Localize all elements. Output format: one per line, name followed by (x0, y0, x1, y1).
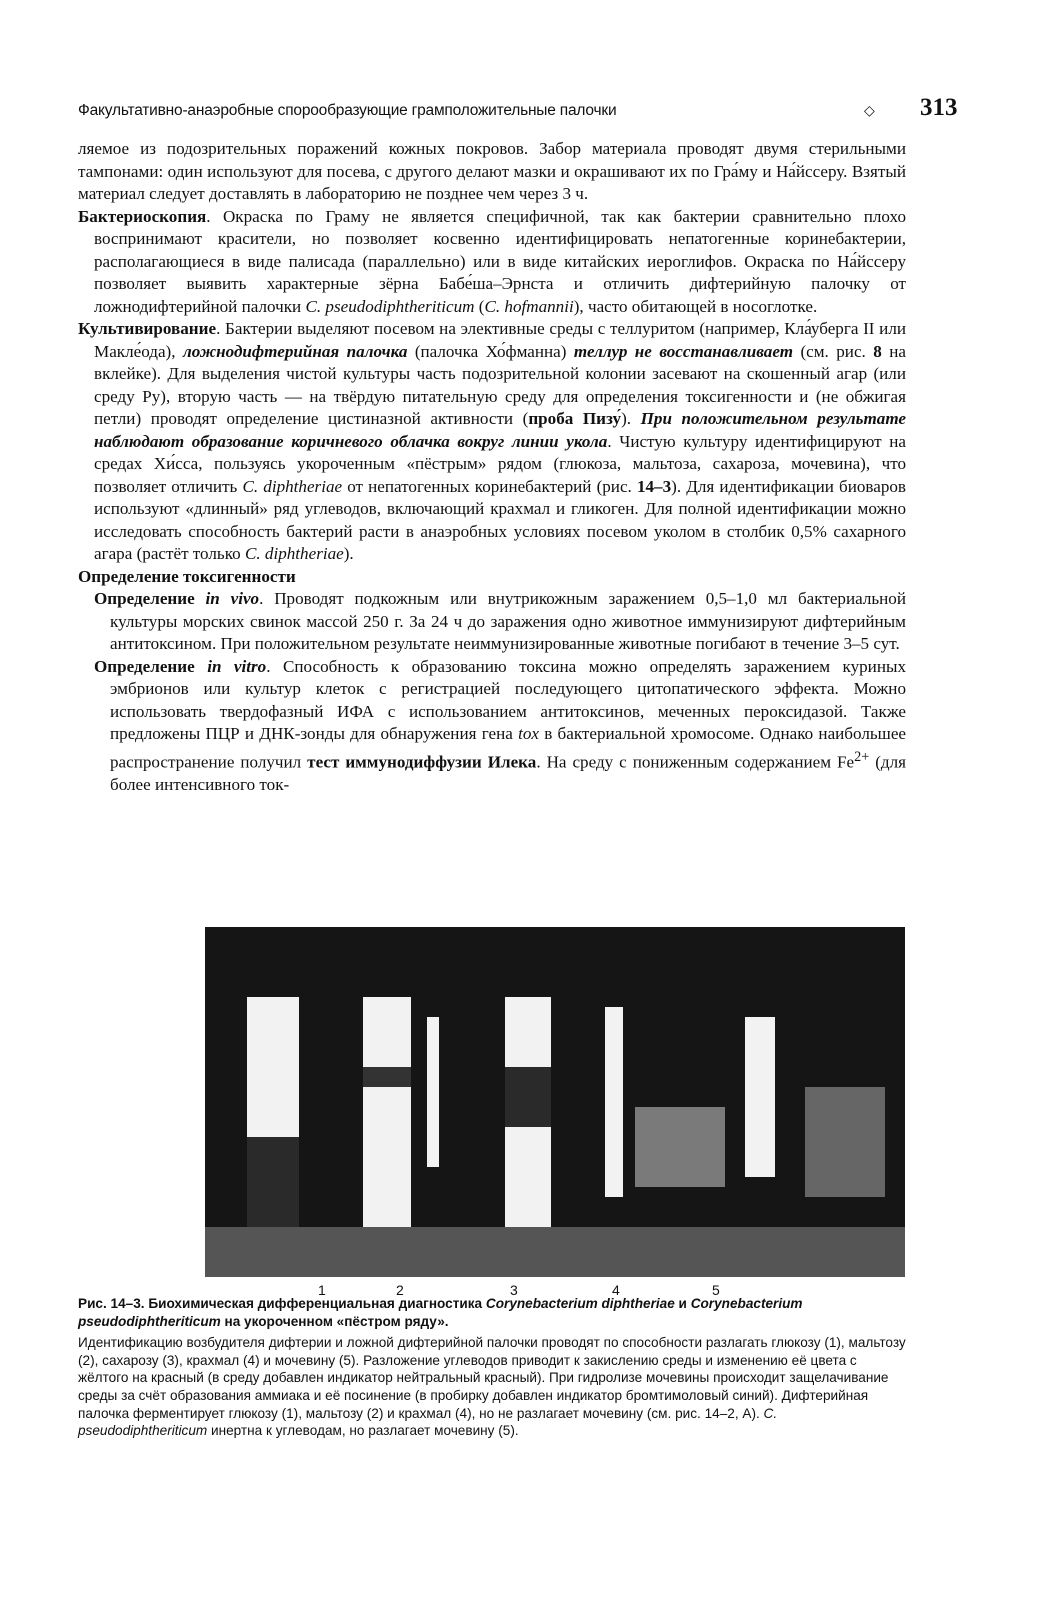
species-name: C. hofmannii (484, 296, 574, 316)
bacterioscopy-paragraph (78, 206, 906, 319)
tube-label: 1 (318, 1282, 326, 1298)
species-name: C. pseudodiphtheriticum (305, 296, 475, 316)
intro-paragraph (78, 138, 906, 206)
tube-3-medium (505, 1067, 551, 1127)
caption-body (78, 1334, 906, 1440)
bacterioscopy-text-1: . Окраска по Граму не является специфичной, так как бактерии сравнительно плохо воспринимают красители, но позволяет косвенно идентифицировать непатогенные коринебактерии, располагающиеся в виде палисада (параллельно) или в виде китайских иероглифов. Окраска по На́йссеру позволяет выявить характерные зёрна Бабе́ша–Эрнста и отличить дифтерийную палочку от ложнодифтерийной палочки (94, 206, 906, 316)
cultivation-text-9: ). (343, 544, 354, 563)
caption-title-prefix: Рис. 14–3. Биохимическая дифференциальная диагностика (78, 1296, 486, 1311)
figure-caption (78, 1295, 906, 1440)
caption-title (78, 1295, 906, 1330)
test-tubes-photo (205, 927, 905, 1277)
species-name: C. diphtheriae (242, 476, 343, 496)
cultivation-text-4: на вклейке). Для выделения чистой культуры часть подозрительной колонии засевают на скошенный агар (или среду Ру), вторую часть — на твёрдую питательную среду для определения токсигенности и (не обжигая петли) проводят определение цистиназной активности ( (94, 341, 906, 428)
figure-reference: 14–3 (636, 476, 672, 496)
cultivation-text-7: от непатогенных коринебактерий (рис. (342, 476, 637, 496)
caption-body-1: Идентификацию возбудителя дифтерии и ложной дифтерийной палочки проводят по способности разлагать глюкозу (1), мальтозу (2), сахарозу (3), крахмал (4) и мочевину (5). Разложение углеводов приводит к закислению среды и изменению её цвета с жёлтого на красный (в среду добавлен индикатор нейтральный красный). При гидролизе мочевины происходит защелачивание среды за счёт образования аммиака и её посинение (в пробирку добавлен индикатор бромтимоловый синий). Дифтерийная палочка ферментирует глюкозу (1), мальтозу (2) и крахмал (4), но не разлагает мочевину (см. рис. 14–2, А). (78, 1335, 906, 1421)
in-vitro-text-3: . На среду с пониженным содержанием Fe (536, 752, 855, 772)
cultivation-paragraph (78, 318, 906, 566)
emphasis-text: При положительном результате наблюдают образование коричневого облачка вокруг линии укола (94, 409, 906, 451)
cultivation-heading: Культивирование (78, 319, 217, 338)
cultivation-text-3: (см. рис. (793, 341, 874, 361)
bacterioscopy-text-3: ), часто обитающей в носоглотке. (573, 296, 818, 316)
tube-5 (745, 1017, 775, 1177)
emphasis-text: ложнодифтерийная палочка (182, 341, 408, 361)
in-vivo-label-italic: in vivo (205, 589, 260, 608)
caption-body-2: инертна к углеводам, но разлагает мочевину (5). (207, 1423, 519, 1439)
tube-1 (247, 997, 299, 1137)
figure-reference: 8 (873, 341, 882, 361)
tube-4-shadow (635, 1107, 725, 1187)
in-vitro-paragraph (78, 656, 906, 797)
tube-2 (363, 997, 411, 1247)
intro-text: ляемое из подозрительных поражений кожных покровов. Забор материала проводят двумя стерильными тампонами: один используют для посева, с другого делают мазки и окрашивают их по Гра́му и На́йссеру. Взятый материал следует доставлять в лабораторию не позднее чем через 3 ч. (78, 139, 906, 203)
emphasis-text: теллур не восстанавливает (573, 341, 793, 361)
test-name: проба Пизу́ (528, 409, 622, 428)
running-head-title: Факультативно-анаэробные спорообразующие грамположительные палочки (78, 102, 617, 119)
cultivation-text-2: (палочка Хо́фманна) (407, 341, 574, 361)
tube-label: 2 (396, 1282, 404, 1298)
in-vivo-paragraph (78, 588, 906, 656)
tube-2-band (363, 1067, 411, 1087)
species-name: C. diphtheriae (244, 544, 344, 563)
tube-1-medium (247, 1137, 299, 1232)
tube-label: 5 (712, 1282, 720, 1298)
gene-name: tox (518, 724, 539, 743)
tube-label: 4 (612, 1282, 620, 1298)
cultivation-text-8: ). Для идентификации биоваров используют «длинный» ряд углеводов, включающий крахмал и гликоген. Для полной идентификации можно исследовать способность бактерий расти в анаэробных условиях посевом уколом в столбик 0,5% сахарного агара (растёт только (94, 476, 906, 563)
species-name: Corynebacterium diphtheriae (485, 1296, 675, 1311)
photo-bottom-shade (205, 1227, 905, 1277)
in-vivo-text: . Проводят подкожным или внутрикожным заражением 0,5–1,0 мл бактериальной культуры морских свинок массой 250 г. За 24 ч до заражения одно животное иммунизируют дифтерийным антитоксином. При положительном результате неиммунизированные животные погибают в течение 3–5 сут. (110, 589, 907, 653)
bacterioscopy-heading: Бактериоскопия (78, 206, 207, 226)
running-head (78, 94, 958, 126)
toxigenicity-heading: Определение токсигенности (78, 566, 296, 586)
in-vivo-label: Определение (94, 589, 206, 608)
superscript: 2+ (854, 748, 870, 765)
species-name: C. pseudodiphtheriticum (78, 1405, 778, 1439)
cultivation-text-1: . Бактерии выделяют посевом на элективные среды с теллуритом (например, Кла́уберга II или Макле́ода), (94, 319, 906, 361)
tube-label: 3 (510, 1282, 518, 1298)
species-name: Corynebacterium pseudodiphtheriticum (78, 1296, 803, 1329)
tube-2-rim (427, 1017, 439, 1167)
cultivation-text-5: ). (621, 409, 641, 428)
page-number: 313 (920, 94, 958, 121)
in-vitro-text-4: (для более интенсивного ток- (110, 752, 906, 794)
tube-4 (605, 1007, 623, 1197)
tube-5-shadow (805, 1087, 885, 1197)
diamond-icon: ◇ (864, 102, 875, 118)
test-name: тест иммунодиффузии Илека (307, 752, 537, 772)
in-vitro-label: Определение (94, 656, 208, 676)
cultivation-text-6: . Чистую культуру идентифицируют на средах Хи́сса, пользуясь укороченным «пёстрым» рядом (глюкоза, мальтоза, сахароза, мочевина), что позволяет отличить (94, 431, 906, 496)
in-vitro-label-italic: in vitro (207, 656, 267, 676)
page-body (78, 138, 906, 796)
in-vitro-text-1: . Способность к образованию токсина можно определять заражением куриных эмбрионов или культур клеток с регистрацией последующего цитопатического эффекта. Можно использовать твердофазный ИФА с использованием антитоксинов, меченных пероксидазой. Также предложены ПЦР и ДНК-зонды для обнаружения гена (110, 656, 906, 743)
bacterioscopy-text-2: ( (474, 296, 485, 316)
caption-title-suffix: на укороченном «пёстром ряду». (220, 1313, 449, 1329)
caption-title-mid: и (674, 1296, 691, 1311)
in-vitro-text-2: в бактериальной хромосоме. Однако наибольшее распространение получил (110, 724, 906, 772)
